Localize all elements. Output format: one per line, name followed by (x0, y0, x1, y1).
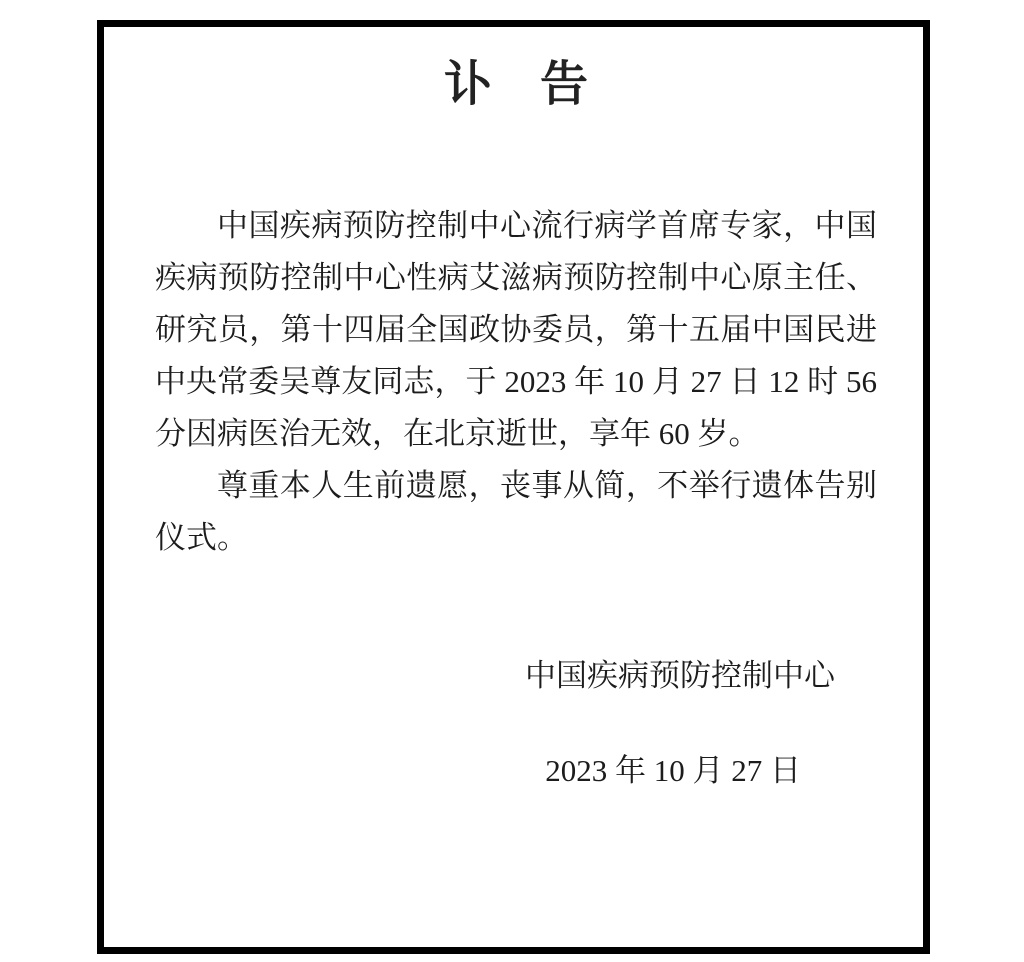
text-line: 中央常委吴尊友同志，于 2023 年 10 月 27 日 12 时 56 (155, 364, 877, 399)
text-line: 分因病医治无效，在北京逝世，享年 60 岁。 (155, 416, 760, 451)
text-line: 疾病预防控制中心性病艾滋病预防控制中心原主任、 (155, 260, 877, 295)
notice-title: 讣 告 (443, 56, 588, 112)
text-line: 仪式。 (155, 520, 248, 555)
paragraph-deceased-info (155, 200, 877, 460)
text-line: 研究员，第十四届全国政协委员，第十五届中国民进 (155, 312, 877, 347)
paragraph-funeral-wishes (155, 460, 877, 564)
obituary-notice-frame (97, 20, 930, 954)
notice-body (155, 200, 877, 797)
issue-date: 2023 年 10 月 27 日 (545, 753, 801, 788)
text-line: 中国疾病预防控制中心流行病学首席专家，中国 (217, 208, 877, 243)
issuing-organization-signature: 中国疾病预防控制中心 (525, 658, 835, 693)
text-line: 尊重本人生前遗愿，丧事从简，不举行遗体告别 (217, 468, 877, 503)
